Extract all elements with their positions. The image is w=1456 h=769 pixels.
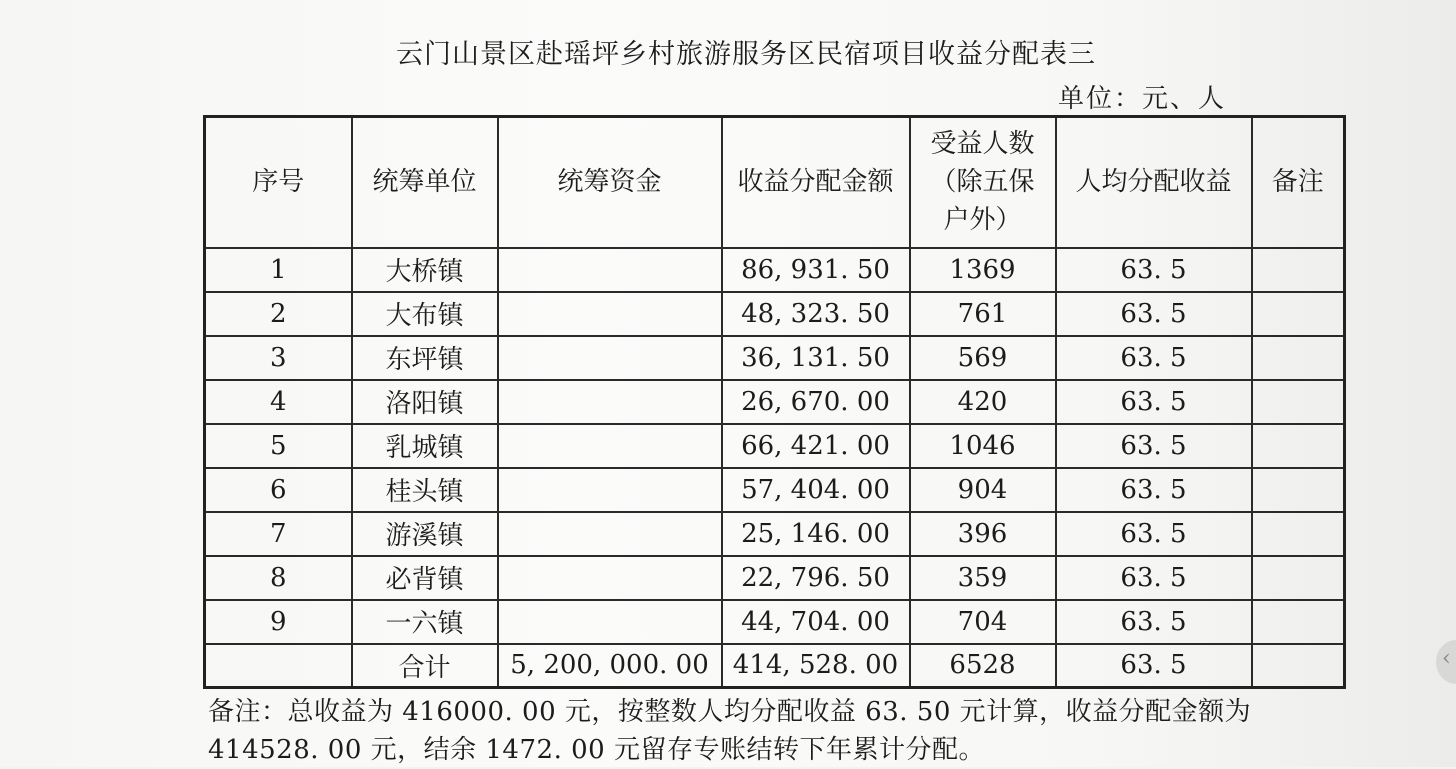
cell-remark — [1252, 512, 1345, 556]
header-avg: 人均分配收益 — [1056, 117, 1252, 248]
cell-avg: 63. 5 — [1056, 556, 1252, 600]
cell-people: 1369 — [910, 248, 1056, 292]
header-no: 序号 — [205, 117, 352, 248]
cell-unit: 乳城镇 — [352, 424, 498, 468]
cell-people: 904 — [910, 468, 1056, 512]
table-row — [205, 292, 1345, 336]
cell-unit: 游溪镇 — [352, 512, 498, 556]
cell-avg: 63. 5 — [1056, 248, 1252, 292]
table-row — [205, 512, 1345, 556]
table-row — [205, 380, 1345, 424]
total-label: 合计 — [352, 644, 498, 688]
cell-unit: 桂头镇 — [352, 468, 498, 512]
cell-people: 359 — [910, 556, 1056, 600]
header-amount: 收益分配金额 — [722, 117, 910, 248]
cell-remark — [1252, 424, 1345, 468]
table-row — [205, 600, 1345, 644]
cell-amount: 57, 404. 00 — [722, 468, 910, 512]
unit-label: 单位：元、人 — [1058, 84, 1227, 114]
table-row — [205, 468, 1345, 512]
cell-remark — [1252, 336, 1345, 380]
cell-unit: 必背镇 — [352, 556, 498, 600]
footnote: 备注：总收益为 416000. 00 元，按整数人均分配收益 63. 50 元计算，收益分配金额为 414528. 00 元，结余 1472. 00 元留存专账结转下年累计分配。 — [208, 697, 1252, 765]
cell-avg: 63. 5 — [1056, 600, 1252, 644]
cell-amount: 25, 146. 00 — [722, 512, 910, 556]
cell-avg: 63. 5 — [1056, 468, 1252, 512]
cell-unit: 一六镇 — [352, 600, 498, 644]
header-people: 受益人数（除五保户外） — [910, 117, 1056, 248]
chevron-left-icon: ‹ — [1442, 646, 1451, 671]
cell-fund — [498, 336, 722, 380]
cell-amount: 22, 796. 50 — [722, 556, 910, 600]
cell-avg: 63. 5 — [1056, 336, 1252, 380]
cell-no: 3 — [205, 336, 352, 380]
cell-no: 6 — [205, 468, 352, 512]
cell-no: 2 — [205, 292, 352, 336]
cell-remark — [1252, 556, 1345, 600]
page-turn-button[interactable] — [1436, 640, 1456, 684]
cell-avg: 63. 5 — [1056, 380, 1252, 424]
cell-amount: 48, 323. 50 — [722, 292, 910, 336]
cell-no: 9 — [205, 600, 352, 644]
cell-no: 5 — [205, 424, 352, 468]
cell-people: 1046 — [910, 424, 1056, 468]
cell-people: 569 — [910, 336, 1056, 380]
total-remark — [1252, 644, 1345, 688]
cell-amount: 86, 931. 50 — [722, 248, 910, 292]
cell-unit: 东坪镇 — [352, 336, 498, 380]
cell-remark — [1252, 468, 1345, 512]
cell-fund — [498, 468, 722, 512]
cell-fund — [498, 292, 722, 336]
total-avg: 63. 5 — [1056, 644, 1252, 688]
cell-avg: 63. 5 — [1056, 292, 1252, 336]
cell-no: 7 — [205, 512, 352, 556]
total-amount: 414, 528. 00 — [722, 644, 910, 688]
header-remark: 备注 — [1252, 117, 1345, 248]
total-no — [205, 644, 352, 688]
cell-no: 4 — [205, 380, 352, 424]
cell-people: 420 — [910, 380, 1056, 424]
cell-fund — [498, 380, 722, 424]
cell-amount: 44, 704. 00 — [722, 600, 910, 644]
cell-no: 8 — [205, 556, 352, 600]
cell-avg: 63. 5 — [1056, 424, 1252, 468]
cell-fund — [498, 600, 722, 644]
cell-fund — [498, 248, 722, 292]
cell-people: 396 — [910, 512, 1056, 556]
header-unit: 统筹单位 — [352, 117, 498, 248]
cell-amount: 26, 670. 00 — [722, 380, 910, 424]
cell-people: 761 — [910, 292, 1056, 336]
total-fund: 5, 200, 000. 00 — [498, 644, 722, 688]
cell-fund — [498, 556, 722, 600]
cell-remark — [1252, 600, 1345, 644]
cell-remark — [1252, 248, 1345, 292]
cell-no: 1 — [205, 248, 352, 292]
cell-remark — [1252, 292, 1345, 336]
table-header-row — [205, 117, 1345, 248]
cell-fund — [498, 512, 722, 556]
cell-avg: 63. 5 — [1056, 512, 1252, 556]
cell-remark — [1252, 380, 1345, 424]
table-row — [205, 424, 1345, 468]
table-row — [205, 556, 1345, 600]
cell-amount: 36, 131. 50 — [722, 336, 910, 380]
total-people: 6528 — [910, 644, 1056, 688]
document-title: 云门山景区赴瑶坪乡村旅游服务区民宿项目收益分配表三 — [396, 39, 1096, 70]
table-row — [205, 336, 1345, 380]
cell-unit: 大桥镇 — [352, 248, 498, 292]
distribution-table — [203, 115, 1346, 689]
cell-amount: 66, 421. 00 — [722, 424, 910, 468]
cell-people: 704 — [910, 600, 1056, 644]
table-row — [205, 248, 1345, 292]
cell-unit: 洛阳镇 — [352, 380, 498, 424]
cell-unit: 大布镇 — [352, 292, 498, 336]
cell-fund — [498, 424, 722, 468]
header-fund: 统筹资金 — [498, 117, 722, 248]
table-body — [205, 248, 1345, 688]
total-row — [205, 644, 1345, 688]
